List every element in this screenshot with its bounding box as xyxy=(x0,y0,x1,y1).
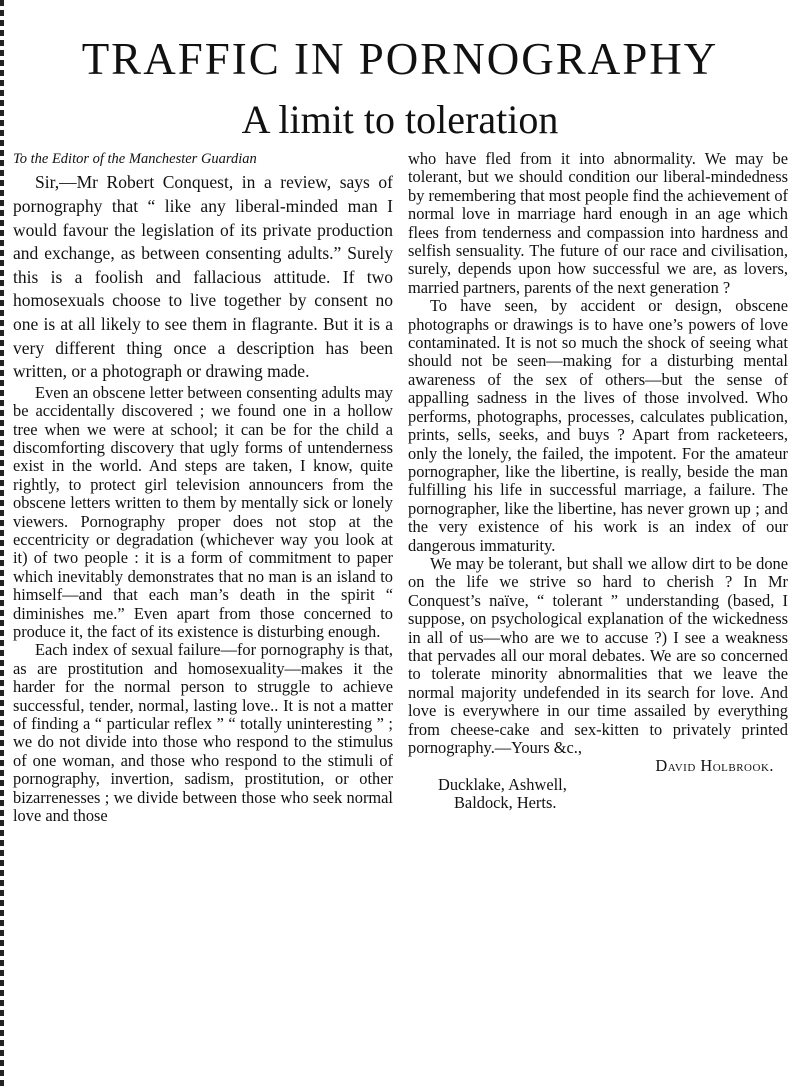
subheadline: A limit to toleration xyxy=(241,97,559,142)
left-page-border xyxy=(0,0,4,1088)
address-line-2: Baldock, Herts. xyxy=(454,793,557,813)
left-column xyxy=(13,150,393,826)
right-column xyxy=(408,150,788,813)
salutation: To the Editor of the Manchester Guardian xyxy=(13,151,257,167)
paragraph-4: To have seen, by accident or design, obscene photographs or drawings is to have one’s powers of love contaminated. It is not so much the shock of seeing what should not be seen—making for a disturbing mental awareness of the sex of others—but the sense of appalling sadness in the lives of those involved. Who performs, photographs, processes, calculates publication, prints, sells, seeks, and buys ? Apart from racketeers, only the lonely, the failed, the impotent. For the amateur pornographer, like the libertine, is really, beside the man fulfilling his life in successful marriage, a failure. The pornographer, like the libertine, has never grown up ; and the very existence of his work is an index of our dangerous immaturity. xyxy=(408,296,788,555)
paragraph-1: Sir,—Mr Robert Conquest, in a review, says of pornography that “ like any liberal-minded man I would favour the legislation of its private production and exchange, as between consenting adults.” Surely this is a foolish and fallacious attitude. If two homosexuals choose to live together by consent no one is at all likely to see them in flagrante. But it is a very different thing once a description has been written, or a photograph or drawing made. xyxy=(13,172,393,382)
paragraph-5: We may be tolerant, but shall we allow dirt to be done on the life we strive so hard to cherish ? In Mr Conquest’s naïve, “ tolerant ” understanding (based, I suppose, on psychological explanation of the wickedness in all of us—who are we to accuse ?) I see a weakness that pervades all our moral debates. We are so concerned to tolerate minority abnormalities that we leave the normal majority undefended in its search for love. And love is everywhere in our time assailed by everything from cheese-cake and sex-kitten to privately printed pornography.—Yours &c., xyxy=(408,553,788,757)
headline: TRAFFIC IN PORNOGRAPHY xyxy=(81,34,719,84)
paragraph-3: Each index of sexual failure—for pornography is that, as are prostitution and homosexuality—makes it the harder for the normal person to struggle to achieve successful, tender, normal, lasting love.. It is not a matter of finding a “ particular reflex ” “ totally uninteresting ” ; we do not divide into those who respond to the stimulus of one woman, and those who respond to the stimuli of pornography, invertion, sadism, prostitution, or other bizarrenesses ; we divide between those who seek normal love and those xyxy=(13,640,393,826)
address-line-1: Ducklake, Ashwell, xyxy=(438,774,567,794)
paragraph-2: Even an obscene letter between consenting adults may be accidentally discovered ; we found one in a hollow tree when we were at school; it can be for the child a discomforting discovery that ugly forms of untenderness exist in the world. And steps are taken, I know, quite rightly, to protect girl television announcers from the obscene letters written to them by mentally sick or lonely viewers. Pornography proper does not stop at the eccentricity or degradation (whichever way you look at it) of two people : it is a form of commitment to paper which inevitably demonstrates that no man is an island to himself—and that each man’s death in the spirit “ diminishes me.” Even apart from those concerned to produce it, the fact of its existence is disturbing enough. xyxy=(13,382,393,642)
signature: David Holbrook. xyxy=(655,756,774,776)
paragraph-3-continued: who have fled from it into abnormality. We may be tolerant, but we should condition our liberal-mindedness by remembering that most people find the achievement of normal love in marriage hard enough in an age which flees from tenderness and compassion into hardness and selfish sensuality. The future of our race and civilisation, surely, depends upon how successful we are, as lovers, married partners, parents of the next generation ? xyxy=(408,149,788,297)
